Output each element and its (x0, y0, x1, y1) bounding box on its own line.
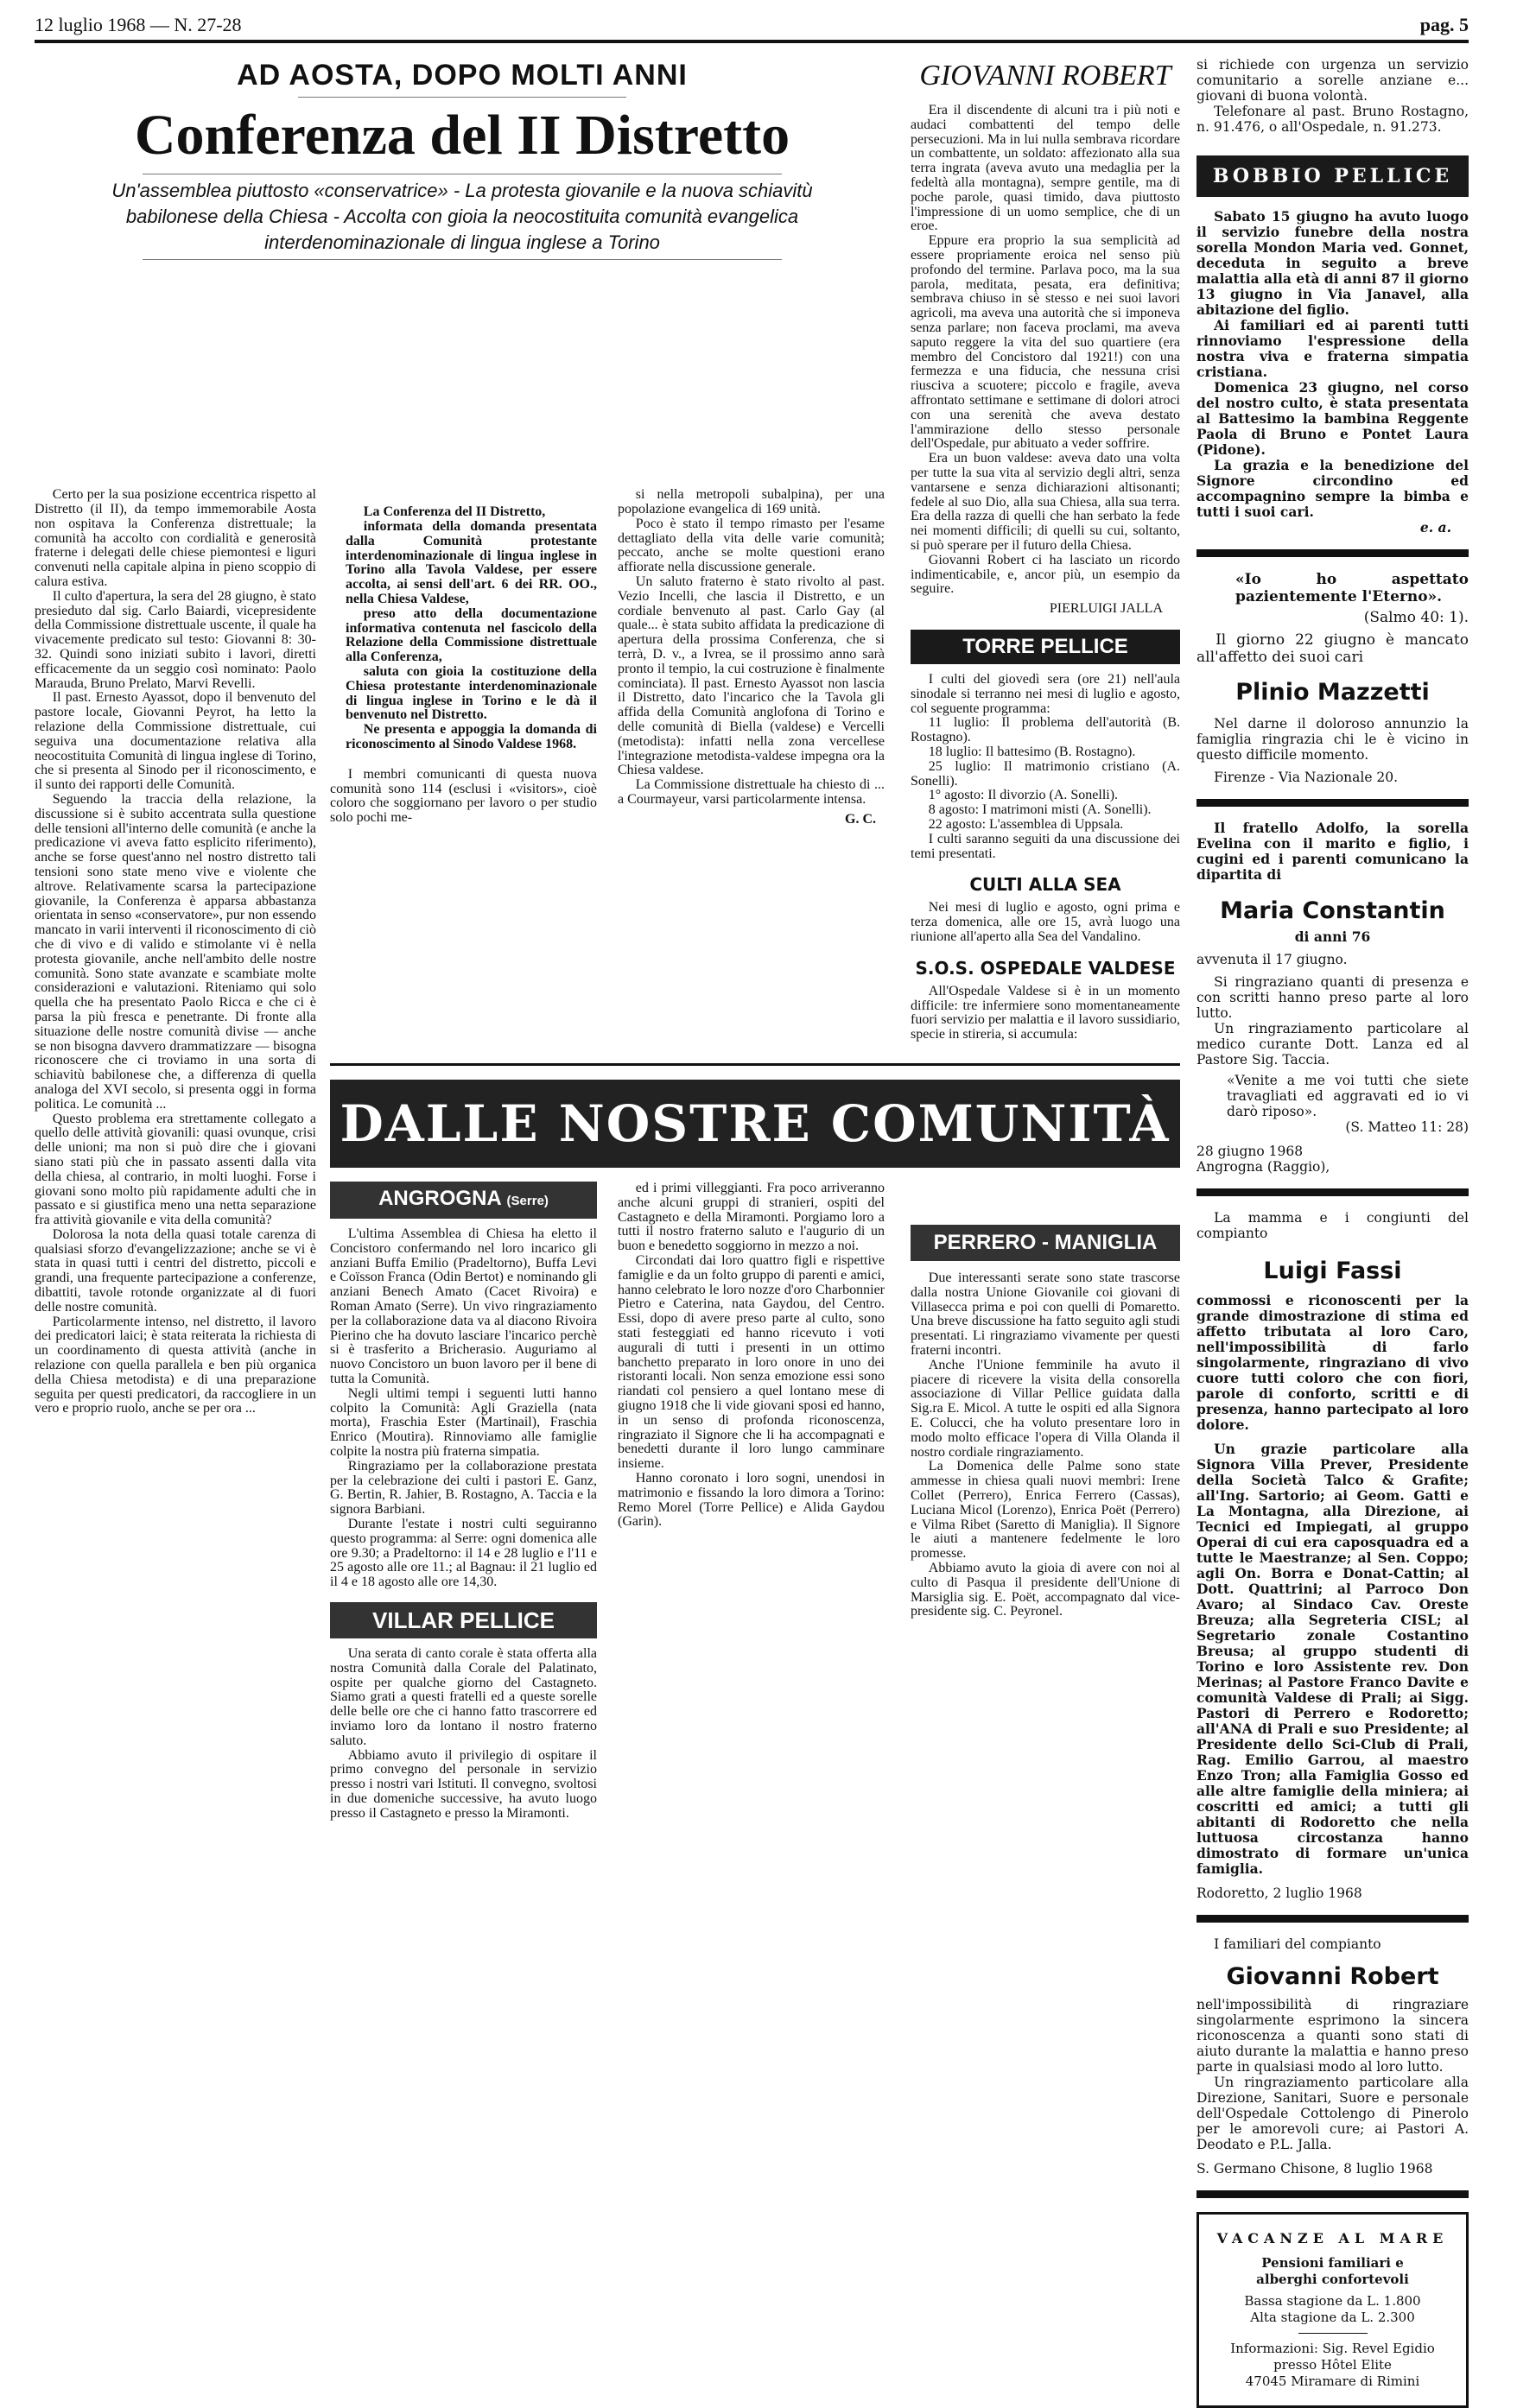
paragraph: La Domenica delle Palme sono state ammesse in chiesa quali nuovi membri: Irene Collet (Perrero), Enrica Ferrero (Cassas), Luciana Micol (Lorenzo), Enrica Poët (Perrero) e Vilma Ribet (Saretto di Maniglia). Il Signore le aiuti a mantenere fedelmente le loro promesse. (911, 1459, 1180, 1562)
main-article-col1-wrap (35, 488, 316, 1416)
headline-block (35, 57, 890, 274)
paragraph: Certo per la sua posizione eccentrica rispetto al Distretto (il II), da tempo immemorabile Aosta non ospitava la Conferenza distrettuale; la comunità ha accolto con cordialità e generosità fraterne i delegati delle chiese piemontesi e liguri convenuti nella capitale alpina in pieno scoppio di calura estiva. (35, 487, 316, 590)
paragraph: Il culto d'apertura, la sera del 28 giugno, è stato presieduto dal sig. Carlo Baiardi, vicepresidente della Commissione distrettuale uscente, il quale ha vivacemente predicato sul testo: Giovanni 8: 30-32. Quindi sono iniziati subito i lavori, diretti efficacemente da un seggio così nominato: Paolo Marauda, Bruno Prelato, Marvi Revelli. (35, 588, 316, 691)
ad-info-address: 47045 Miramare di Rimini (1245, 2373, 1420, 2389)
communities-section (330, 1042, 1180, 1821)
main-article-col2 (330, 768, 597, 826)
main-article-col1 (35, 488, 316, 1416)
paragraph: 11 luglio: Il problema dell'autorità (B. Rostagno). (911, 715, 1180, 745)
subtitle-rule (143, 259, 782, 260)
sos-phone: Telefonare al past. Bruno Rostagno, n. 91.476, o all'Ospedale, n. 91.273. (1196, 104, 1469, 135)
constantin-date: avvenuta il 17 giugno. (1196, 952, 1348, 967)
angrogna-heading-text: ANGROGNA (378, 1187, 501, 1211)
paragraph: La Commissione distrettuale ha chiesto di ... a Courmayeur, varsi particolarmente intensa. (618, 777, 885, 807)
perrero-maniglia-heading: PERRERO - MANIGLIA (911, 1225, 1180, 1261)
paragraph: 18 luglio: Il battesimo (B. Rostagno). (928, 745, 1136, 760)
ad-info-hotel: presso Hôtel Elite (1273, 2357, 1392, 2373)
mazzetti-intro: Il giorno 22 giugno è mancato all'affetto dei suoi cari (1196, 631, 1469, 666)
angrogna-heading-sub: (Serre) (506, 1194, 549, 1209)
communities-columns (330, 1182, 1180, 1821)
paragraph: Una serata di canto corale è stata offerta alla nostra Comunità dalla Corale del Palatinato, ospite per qualche giorno del Castagneto. Siamo grati a questi fratelli ed a queste sorelle delle belle ore che ci hanno fatto trascorrere ed inviamo loro da lontano il nostro fraterno saluto. (330, 1645, 597, 1748)
paragraph: Circondati dai loro quattro figli e rispettive famiglie e da un folto gruppo di parenti e amici, hanno celebrato le loro nozze d'oro Charbonnier Pietro e Caterina, nata Gaydou, del Centro. Essi, dopo di avere preso parte al culto, sono stati festeggiati ed hanno ricevuto i voti augurali di tutti i presenti in un ottimo banchetto preparato in loro onore in uno dei ristoranti locali. Non senza emozione essi sono riandati col pensiero a quel lontano mese di giugno 1918 che li vide giovani sposi ed hanno, in un senso di profonda riconoscenza, ringraziato il Signore che li ha accompagnati e benedetti durante il loro lungo camminare insieme. (618, 1253, 885, 1472)
paragraph: 22 agosto: L'assemblea di Uppsala. (928, 817, 1124, 833)
issue-date: 12 luglio 1968 — N. 27-28 (35, 14, 242, 35)
perrero-maniglia-body (911, 1271, 1180, 1619)
robert-notice-thanks: Un ringraziamento particolare alla Direzione, Sanitari, Suore e personale dell'Ospedale Cottolengo di Pinerolo per le amorevoli cure; ai Pastori A. Deodato e P.L. Jalla. (1196, 2075, 1469, 2152)
constantin-verse: «Venite a me voi tutti che siete travagliati ed aggravati ed io vi darò riposo». (1227, 1073, 1469, 1119)
villar-pellice-heading: VILLAR PELLICE (330, 1602, 597, 1638)
constantin-age: di anni 76 (1294, 928, 1371, 945)
constantin-notice (1196, 821, 1469, 1175)
paragraph: Il past. Ernesto Ayassot, dopo il benvenuto del pastore locale, Giovanni Peyrot, ha letto la relazione della Commissione distrettuale, cui seguiva una documentazione relativa alla neocostituita Comunità di lingua inglese di Torino, che si presenta al Sinodo per il riconoscimento, e il sunto dei rapporti delle Comunità. (35, 690, 316, 793)
article-signature: G. C. (845, 811, 876, 827)
communities-col-c (911, 1182, 1180, 1619)
main-article-col3 (618, 488, 885, 808)
notice-rule (1196, 549, 1469, 557)
column-4-top (911, 57, 1180, 1042)
fassi-place-date: Rodoretto, 2 luglio 1968 (1196, 1885, 1362, 1901)
ad-divider (1298, 2333, 1368, 2334)
fassi-thanks: Un grazie particolare alla Signora Villa Prever, Presidente della Società Talco & Grafite; all'Ing. Sartorio; ai Geom. Gatti e La Montagna, alla Direzione, ai Tecnici ed Impiegati, al gruppo Operai di cui era caposquadra ed a tutte le Maestranze; al Sen. Coppo; agli On. Borra e Donat-Cattin; al Dott. Quattrini; al Parroco Don Avaro; al Sindaco Cav. Oreste Breuza; alla Segreteria CISL; al Segretario zonale Costantino Breusa; al gruppo studenti di Torino e loro Assistente rev. Don Merinas; al Pastore Franco Davite e comunità Valdese di Prali; ai Sigg. Pastori di Perrero e Rodoretto; all'ANA di Prali e suo Presidente; al Presidente dello Sci-Club di Prali, Rag. Emilio Garrou, al maestro Enzo Tron; alla Famiglia Gosso ed alle altre famiglie della miniera; ai coscritti ed amici; a tutti gli abitanti di Rodoretto che nella luttuosa circostanza hanno dimostrato di formare un'unica famiglia. (1196, 1441, 1469, 1877)
mazzetti-name: Plinio Mazzetti (1235, 679, 1430, 706)
paragraph: Dolorosa la nota della quasi totale carenza di qualsiasi sforzo d'evangelizzazione; anche se vi è stata in quasi tutti i centri del distretto, piccoli e grandi, una frequente partecipazione a conferenze, dibattiti, tavole rotonde organizzate al di fuori delle nostre comunità. (35, 1226, 316, 1315)
mazzetti-notice (1196, 571, 1469, 785)
paragraph: informata della domanda presentata dalla Comunità protestante interdenominazionale di lingua inglese in Torino alla Tavola Valdese, per essere accolta, ai sensi dell'art. 6 dei RR. OO., nella Chiesa Valdese, (346, 519, 597, 607)
ad-high-season: Alta stagione da L. 2.300 (1250, 2310, 1415, 2325)
fassi-name: Luigi Fassi (1263, 1258, 1402, 1284)
robert-notice-text: nell'impossibilità di ringraziare singolarmente esprimono la sincera riconoscenza a quanti sono stati di aiuto durante la malattia e hanno preso parte in qualsiasi modo al loro lutto. (1196, 1997, 1469, 2075)
sos-text (911, 985, 1180, 1042)
paragraph: Durante l'estate i nostri culti seguiranno questo programma: al Serre: ogni domenica alle ore 9.30; a Pradeltorno: il 14 e 28 luglio e l'11 e 25 agosto alle ore 11.; al Bagnau: il 21 luglio ed il 4 e 18 agosto alle ore 14,30. (330, 1516, 597, 1590)
constantin-name: Maria Constantin (1220, 897, 1445, 924)
paragraph: Seguendo la traccia della relazione, la discussione si è subito accentrata sulla questione delle tensioni all'interno delle comunità (e anche la predicazione vi aveva fatto esplicito riferimento), anche se forse quest'anno nel nostro distretto tali tensioni sono state meno vive e violente che altrove. Relativamente scarsa la partecipazione giovanile, la Conferenza è apparsa abbastanza orientata in senso «conservatore», pur non essendo mancato in varii interventi il riconoscimento di ciò che di vivo e di valido e stimolante vi è nella protesta giovanile, anche nell'ambito delle nostre comunità. Sono state avanzate e scambiate molte considerazioni e valutazioni. Riteniamo qui solo quella che ha presentato Paolo Ricca e che ci è parsa la più fresca e penetrante. Di fronte alla situazione delle nostre comunità divise — anche se non bisogna davvero drammatizzare — bisogna riconoscere che ci troviamo in una sorta di schiavitù babilonese che, a differenza di quella analoga del XVI secolo, si presenta oggi in forma politica. Le comunità ... (35, 791, 316, 1112)
constantin-thanks: Si ringraziano quanti di presenza e con scritti hanno preso parte al loro lutto. (1196, 974, 1469, 1021)
mazzetti-verse: «Io ho aspettato pazientemente l'Eterno». (1235, 571, 1469, 605)
fassi-text: commossi e riconoscenti per la grande dimostrazione di stima ed affetto tributata al loro Caro, nell'impossibilità di farlo singolarmente, ringraziano di vivo cuore tutti coloro che con fiori, parole di conforto, scritti e di presenza, hanno partecipato al loro dolore. (1196, 1292, 1469, 1433)
robert-article-body (911, 104, 1180, 597)
paragraph: Hanno coronato i loro sogni, unendosi in matrimonio e fissando la loro dimora a Torino: Remo Morel (Torre Pellice) e Alida Gaydou (Garin). (618, 1470, 885, 1530)
paragraph: Era un buon valdese: aveva dato una volta per tutte la sua vita al servizio degli altri, senza vantarsene e senza dichiarazioni altisonanti; fedele al suo Dio, alla sua Chiesa, alla sua terra. Era della razza di quelli che han serbato la fede nei momenti difficili; di quelli su cui, soltanto, si può sperare per il futuro della Chiesa. (911, 451, 1180, 553)
angrogna-body (330, 1227, 597, 1590)
article-subtitle: Un'assemblea piuttosto «conservatrice» - La protesta giovanile e la nuova schiavitù babilonese della Chiesa - Accolta con gioia la neocostituita comunità evangelica interdenominazionale di lingua inglese a Torino (111, 180, 813, 253)
paragraph: Un saluto fraterno è stato rivolto al past. Vezio Incelli, che lascia il Distretto, e un cordiale benvenuto al past. Carlo Gay (al quale... è stata subito affidata la predicazione di apertura della prossima Conferenza, che si terrà, D. v., a Ivrea, se il prossimo anno sarà pronto il tempio, la cui costruzione è finalmente cominciata). Il past. Ernesto Ayassot non lascia il Distretto, dato l'incarico che la Tavola gli affida della Comunità anglofona di Torino e delle comunità di Biella (valdese) e Vercelli (metodista): infatti nella zona vercellese l'integrazione metodista-valdese impegna ora la Chiesa valdese. (618, 574, 885, 778)
culti-sea-paragraph: Nei mesi di luglio e agosto, ogni prima e terza domenica, alle ore 15, avrà luogo una riunione all'aperto alla Sea del Vandalino. (911, 900, 1180, 945)
torre-pellice-program (911, 673, 1180, 861)
communities-col-a (330, 1182, 597, 1821)
paragraph: Sabato 15 giugno ha avuto luogo il servizio funebre della nostra sorella Mondon Maria ved. Gonnet, deceduta in seguito a breve malattia alla età di anni 87 il giorno 13 giugno in Via Janavel, alla abitazione del figlio. (1196, 208, 1469, 318)
communities-banner: DALLE NOSTRE COMUNITÀ (330, 1080, 1180, 1168)
notice-rule (1196, 799, 1469, 807)
paragraph: Due interessanti serate sono state trascorse dalla nostra Unione Giovanile coi giovani di Villasecca prima e poi con quelli di Pomaretto. Una breve discussione ha fatto seguito agli studi presentati. Li ringraziamo vivamente per questi fraterni incontri. (911, 1271, 1180, 1359)
conference-resolution (346, 505, 597, 752)
robert-signature: PIERLUIGI JALLA (1049, 601, 1163, 617)
paragraph: L'ultima Assemblea di Chiesa ha eletto il Concistoro confermando nel loro incarico gli anziani Buffa Emilio (Pradeltorno), Buffa Levi e Coïsson Franca (Odin Bertot) e nominando gli anziani Benech Amato (Cacet Rivoira) e Roman Amato (Serre). Un vivo ringraziamento per la collaborazione data va al diacono Rivoira Pierino che ha dovuto lasciare l'incarico perchè si è trasferito a Bricherasio. Auguriamo al nuovo Concistoro un buon lavoro per il bene di tutta la Comunità. (330, 1226, 597, 1386)
angrogna-heading (330, 1182, 597, 1219)
right-column (1196, 57, 1469, 2408)
paragraph: Negli ultimi tempi i seguenti lutti hanno colpito la Comunità: Agli Graziella (nata morta), Fraschia Ester (Martinail), Fraschia Enrico (Moutira). Rinnoviamo alle famiglie colpite la nostra più fraterna simpatia. (330, 1385, 597, 1459)
robert-notice-name: Giovanni Robert (1226, 1963, 1439, 1990)
robert-notice (1196, 1936, 1469, 2177)
constantin-place: Angrogna (Raggio), (1196, 1159, 1330, 1175)
column-3-top (618, 488, 885, 828)
paragraph: La Conferenza del II Distretto, (363, 504, 546, 520)
kicker-rule (298, 97, 626, 98)
sos-paragraph: All'Ospedale Valdese si è in un momento difficile: tre infermiere sono momentaneamente fuori servizio per malattia e il lavoro sussidiario, specie in stireria, si accumula: (911, 983, 1180, 1042)
ad-info-contact: Informazioni: Sig. Revel Egidio (1230, 2341, 1435, 2356)
article-kicker: AD AOSTA, DOPO MOLTI ANNI (237, 59, 688, 92)
torre-pellice-heading: TORRE PELLICE (911, 630, 1180, 664)
paragraph: Eppure era proprio la sua semplicità ad essere propriamente eroica nel senso più profondo del termine. Parlava poco, ma la sua parola, meditata, pesata, era definitiva; sembrava chiuso in sè stesso e nei suoi lavori agricoli, ma aveva una autorità che si imponeva senza parlare; non faceva proclami, ma aveva saputo reggere la vita del suo quartiere (era membro del Concistoro dal 1921!) con una fermezza e una fiducia, che nessuna crisi riusciva a scuotere; piccolo e fragile, aveva affrontato settimane e settimane di dolori atroci con una serenità che aveva destato l'ammirazione dello stesso personale dell'Ospedale, pur abituato a veder soffrire. (911, 233, 1180, 452)
column-2-top (330, 488, 597, 826)
paragraph: ed i primi villeggianti. Fra poco arriveranno anche alcuni gruppi di stranieri, ospiti del Castagneto e della Miramonti. Porgiamo loro a tutti il nostro fraterno saluto e l'augurio di un buon e benedetto soggiorno in mezzo a noi. (618, 1181, 885, 1254)
villar-pellice-body (330, 1647, 597, 1822)
ad-line2: alberghi confortevoli (1256, 2272, 1409, 2287)
mazzetti-address: Firenze - Via Nazionale 20. (1214, 770, 1399, 785)
communities-col3 (618, 1182, 885, 1530)
robert-notice-place-date: S. Germano Chisone, 8 luglio 1968 (1196, 2161, 1433, 2177)
paragraph: Particolarmente intenso, nel distretto, il lavoro dei predicatori laici; è stata reiterata la richiesta di un coordinamento di questa attività (anche in relazione con quella parallela e ben più organica della Chiesa metodista) e di una preparazione seguita per questi predicatori, da raccogliere in un vero e proprio ruolo, anche se per ora ... (35, 1314, 316, 1416)
paragraph: 25 luglio: Il matrimonio cristiano (A. Sonelli). (911, 758, 1180, 789)
paragraph: saluta con gioia la costituzione della Chiesa protestante interdenominazionale di lingua inglese in Torino e le dà il benvenuto nel Distretto. (346, 664, 597, 723)
paragraph: Abbiamo avuto il privilegio di ospitare il primo convegno del personale in servizio presso i nostri vari Istituti. Il convegno, svoltosi in due domeniche successive, ha avuto luogo presso il Castagneto e presso la Miramonti. (330, 1747, 597, 1821)
paragraph: si nella metropoli subalpina), per una popolazione evangelica di 169 unità. (618, 487, 885, 517)
bobbio-pellice-heading: BOBBIO PELLICE (1196, 155, 1469, 197)
paragraph: Ai familiari ed ai parenti tutti rinnoviamo l'espressione della nostra viva e fraterna simpatia cristiana. (1196, 317, 1469, 380)
section-rule (330, 1063, 1180, 1066)
fassi-intro: La mamma e i congiunti del compianto (1196, 1210, 1469, 1241)
paragraph: 1° agosto: Il divorzio (A. Sonelli). (928, 788, 1119, 803)
paragraph: Era il discendente di alcuni tra i più noti e audaci combattenti del tempo delle persecuzioni. Ma in lui nulla sembrava ricordare un combattente, un soldato: affezionato alla sua terra ingrata (aveva avuto una medaglia per la fedeltà alla montagna), sempre gentile, ma di poche parole, quasi timido, dava piuttosto l'impressione di un uomo semplice, che di un eroe. (911, 103, 1180, 234)
article-title: Conferenza del II Distretto (134, 104, 790, 167)
mazzetti-verse-ref: (Salmo 40: 1). (1363, 609, 1469, 626)
bobbio-signature: e. a. (1419, 519, 1451, 535)
ad-line1: Pensioni familiari e (1261, 2255, 1404, 2271)
paragraph: Ringraziamo per la collaborazione prestata per la celebrazione dei culti i pastori E. Ganz, G. Bertin, R. Jahier, B. Rostagno, A. Taccia e la signora Barbiani. (330, 1458, 597, 1518)
mazzetti-text: Nel darne il doloroso annunzio la famiglia ringrazia chi le è vicino in questo difficile momento. (1196, 716, 1469, 763)
main-grid (35, 57, 1180, 1822)
sos-continued-text: si richiede con urgenza un servizio comunitario a sorelle anziane e... giovani di buona volontà. (1196, 57, 1469, 104)
vacanze-al-mare-ad (1196, 2212, 1469, 2408)
ad-title: VACANZE AL MARE (1216, 2230, 1449, 2246)
robert-notice-intro: I familiari del compianto (1214, 1936, 1381, 1952)
notice-rule (1196, 2190, 1469, 2198)
notice-rule (1196, 1915, 1469, 1923)
paragraph: I culti del giovedì sera (ore 21) nell'aula sinodale si terranno nei mesi di luglio e agosto, col seguente programma: (911, 672, 1180, 716)
constantin-date-line: 28 giugno 1968 (1196, 1144, 1304, 1159)
constantin-special-thanks: Un ringraziamento particolare al medico curante Dott. Lanza ed al Pastore Sig. Taccia. (1196, 1021, 1469, 1068)
paragraph: preso atto della documentazione informativa contenuta nel fascicolo della Relazione della Commissione distrettuale alla Conferenza, (346, 605, 597, 665)
notice-rule (1196, 1188, 1469, 1196)
sos-heading: S.O.S. OSPEDALE VALDESE (915, 957, 1176, 979)
paragraph: I membri comunicanti di questa nuova comunità sono 114 (esclusi i «visitors», cioè coloro che soggiornano per lavoro o per studio solo pochi me- (330, 766, 597, 826)
paragraph: Poco è stato il tempo rimasto per l'esame dettagliato della vita delle varie comunità; peccato, anche se molte questioni erano affiorate nella discussione generale. (618, 516, 885, 575)
constantin-verse-ref: (S. Matteo 11: 28) (1345, 1119, 1469, 1135)
bobbio-pellice-body (1196, 209, 1469, 520)
culti-sea-text (911, 901, 1180, 944)
culti-sea-heading: CULTI ALLA SEA (969, 874, 1121, 896)
paragraph: Questo problema era strettamente collegato a quello delle attività giovanili: quasi ovunque, crisi delle unioni; ma non si può dire che i giovani siano stati più che in passato assenti dalla vita della chiesa, al contrario, in molti luoghi. Forse i giovani sono molto più rapidamente adulti che in passato e si giustifica meno una netta separazione fra attività giovanile e vita della comunità? (35, 1111, 316, 1228)
robert-title: GIOVANNI ROBERT (919, 60, 1171, 92)
paragraph: Domenica 23 giugno, nel corso del nostro culto, è stata presentata al Battesimo la bambina Reggente Paola di Bruno e Pontet Laura (Pidone). (1196, 379, 1469, 458)
communities-col-b (618, 1182, 885, 1530)
paragraph: Anche l'Unione femminile ha avuto il piacere di ricevere la visita della consorella associazione di Villar Pellice guidata dalla Sig.ra E. Micol. A tutte le ospiti ed alla Signora E. Colucci, che ha voluto presentare loro in modo molto efficace l'opera di Villa Olanda il nostro cordiale ringraziamento. (911, 1357, 1180, 1460)
paragraph: Abbiamo avuto la gioia di avere con noi al culto di Pasqua il presidente dell'Unione di Marsiglia sig. E. Poët, accompagnato dal vice-presidente sig. C. Peyronel. (911, 1560, 1180, 1619)
ad-low-season: Bassa stagione da L. 1.800 (1244, 2293, 1421, 2309)
paragraph: La grazia e la benedizione del Signore circondino ed accompagnino sempre la bimba e tutti i suoi cari. (1196, 457, 1469, 520)
header-rule (35, 40, 1469, 43)
fassi-notice (1196, 1210, 1469, 1901)
paragraph: Ne presenta e appoggia la domanda di riconoscimento al Sinodo Valdese 1968. (346, 722, 597, 751)
constantin-intro: Il fratello Adolfo, la sorella Evelina con il marito e figlio, i cugini ed i parenti comunicano la dipartita di (1196, 820, 1469, 883)
paragraph: I culti saranno seguiti da una discussione dei temi presentati. (911, 831, 1180, 861)
paragraph: 8 agosto: I matrimoni misti (A. Sonelli). (928, 802, 1152, 818)
paragraph: Giovanni Robert ci ha lasciato un ricordo indimenticabile, e, ancor più, un esempio da seguire. (911, 552, 1180, 597)
page-number: pag. 5 (1419, 14, 1469, 35)
